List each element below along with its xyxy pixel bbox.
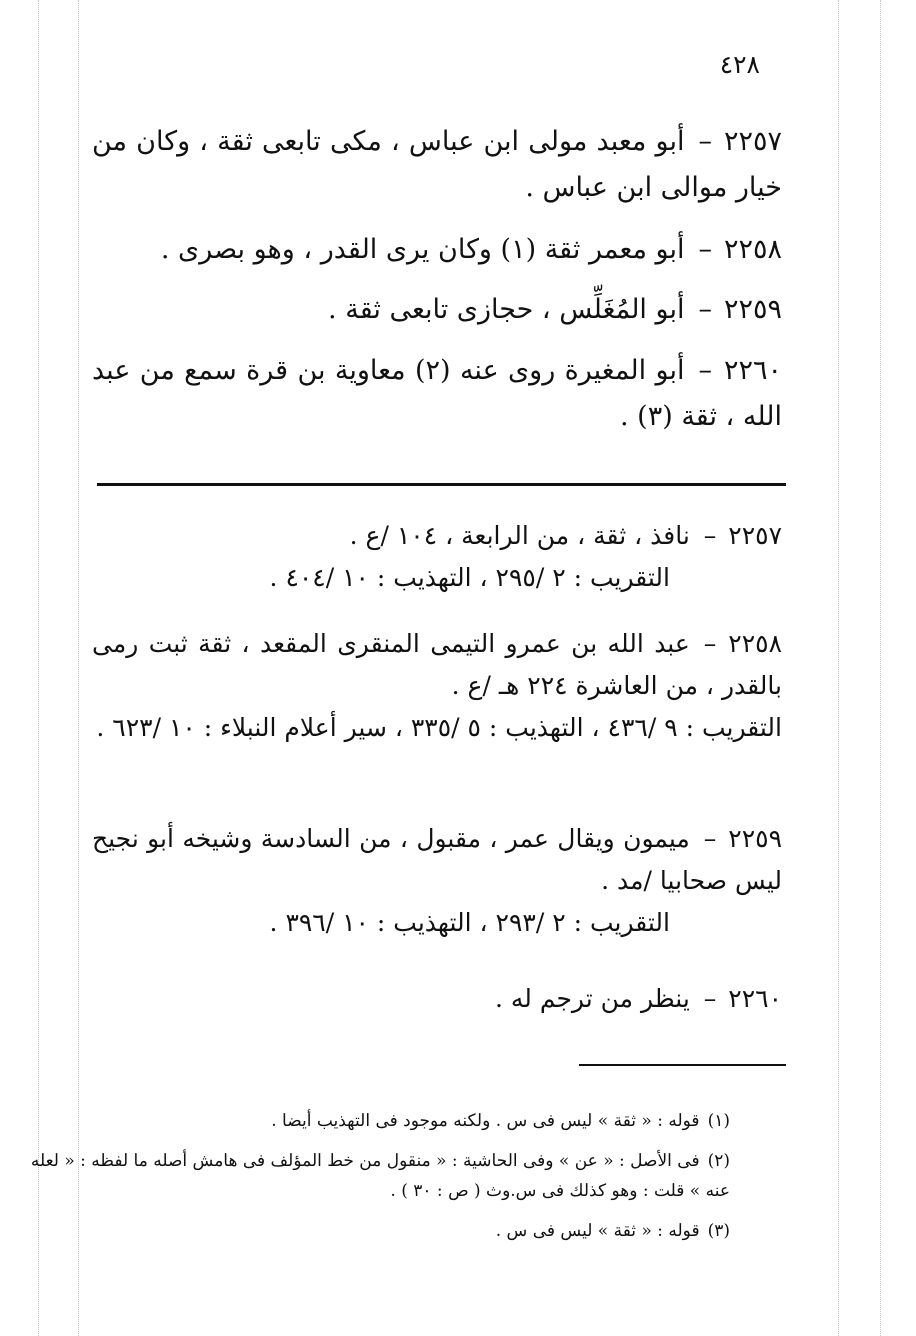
footnote <box>14 1146 730 1206</box>
margin-guide-right-outer <box>880 0 881 1336</box>
note-number: ٢٢٥٨ <box>728 629 782 658</box>
entry-text: أبو معمر ثقة (١) وكان يرى القدر ، وهو بصرى . <box>160 234 685 265</box>
page-number: ٤٢٨ <box>719 50 760 79</box>
margin-guide-right <box>838 0 839 1336</box>
footnote-label: (٢) <box>707 1151 730 1171</box>
footnote-text: قوله : « ثقة » ليس فى س . <box>495 1221 700 1241</box>
section-separator <box>97 483 786 486</box>
note-reference: التقريب : ٢ /٢٩٣ ، التهذيب : ١٠ /٣٩٦ . <box>269 908 670 937</box>
footnote-separator <box>579 1064 786 1066</box>
note-reference: التقريب : ٩ /٤٣٦ ، التهذيب : ٥ /٣٣٥ ، سير أعلام النبلاء : ١٠ /٦٢٣ . <box>96 713 782 742</box>
note-text: نافذ ، ثقة ، من الرابعة ، ١٠٤ /ع . <box>349 521 690 550</box>
entry-dash: – <box>698 126 712 157</box>
note-entry <box>92 515 782 599</box>
main-entry <box>92 287 782 333</box>
note-number: ٢٢٦٠ <box>728 984 782 1013</box>
note-reference: التقريب : ٢ /٢٩٥ ، التهذيب : ١٠ /٤٠٤ . <box>269 563 670 592</box>
note-number: ٢٢٥٩ <box>728 824 782 853</box>
footnote-text: قوله : « ثقة » ليس فى س . ولكنه موجود فى التهذيب أيضا . <box>271 1111 700 1131</box>
entry-dash: – <box>698 234 712 265</box>
note-dash: – <box>703 629 717 658</box>
main-entry <box>92 348 782 440</box>
note-entry <box>92 818 782 944</box>
main-entry <box>92 227 782 273</box>
note-text: ينظر من ترجم له . <box>494 984 690 1013</box>
note-entry <box>92 623 782 749</box>
entry-dash: – <box>698 294 712 325</box>
entry-number: ٢٢٦٠ <box>724 355 783 386</box>
note-dash: – <box>703 521 717 550</box>
note-entry <box>92 978 782 1020</box>
footnote <box>90 1106 730 1136</box>
entry-dash: – <box>698 355 712 386</box>
margin-guide-left <box>38 0 39 1336</box>
note-dash: – <box>703 984 717 1013</box>
entry-number: ٢٢٥٩ <box>723 294 782 325</box>
footnote-label: (٣) <box>707 1221 730 1241</box>
main-entry <box>92 119 782 211</box>
note-text: ميمون ويقال عمر ، مقبول ، من السادسة وشيخه أبو نجيح ليس صحابيا /مد . <box>92 824 782 895</box>
entry-text: أبو معبد مولى ابن عباس ، مكى تابعى ثقة ، وكان من خيار موالى ابن عباس . <box>92 126 782 203</box>
entry-text: أبو المُغَلِّس ، حجازى تابعى ثقة . <box>328 294 685 325</box>
note-number: ٢٢٥٧ <box>728 521 782 550</box>
note-dash: – <box>703 824 717 853</box>
footnote <box>90 1216 730 1246</box>
entry-number: ٢٢٥٨ <box>723 234 782 265</box>
entry-text: أبو المغيرة روى عنه (٢) معاوية بن قرة سمع من عبد الله ، ثقة (٣) . <box>92 355 782 432</box>
footnote-label: (١) <box>707 1111 730 1131</box>
note-text: عبد الله بن عمرو التيمى المنقرى المقعد ، ثقة ثبت رمى بالقدر ، من العاشرة ٢٢٤ هـ /ع . <box>92 629 782 700</box>
margin-guide-left-inner <box>78 0 79 1336</box>
entry-number: ٢٢٥٧ <box>723 126 782 157</box>
footnote-text: فى الأصل : « عن » وفى الحاشية : « منقول من خط المؤلف فى هامش أصله ما لفظه : « لعله عنه » قلت : وهو كذلك فى س.وث ( ص : ٣٠ ) . <box>30 1151 730 1201</box>
